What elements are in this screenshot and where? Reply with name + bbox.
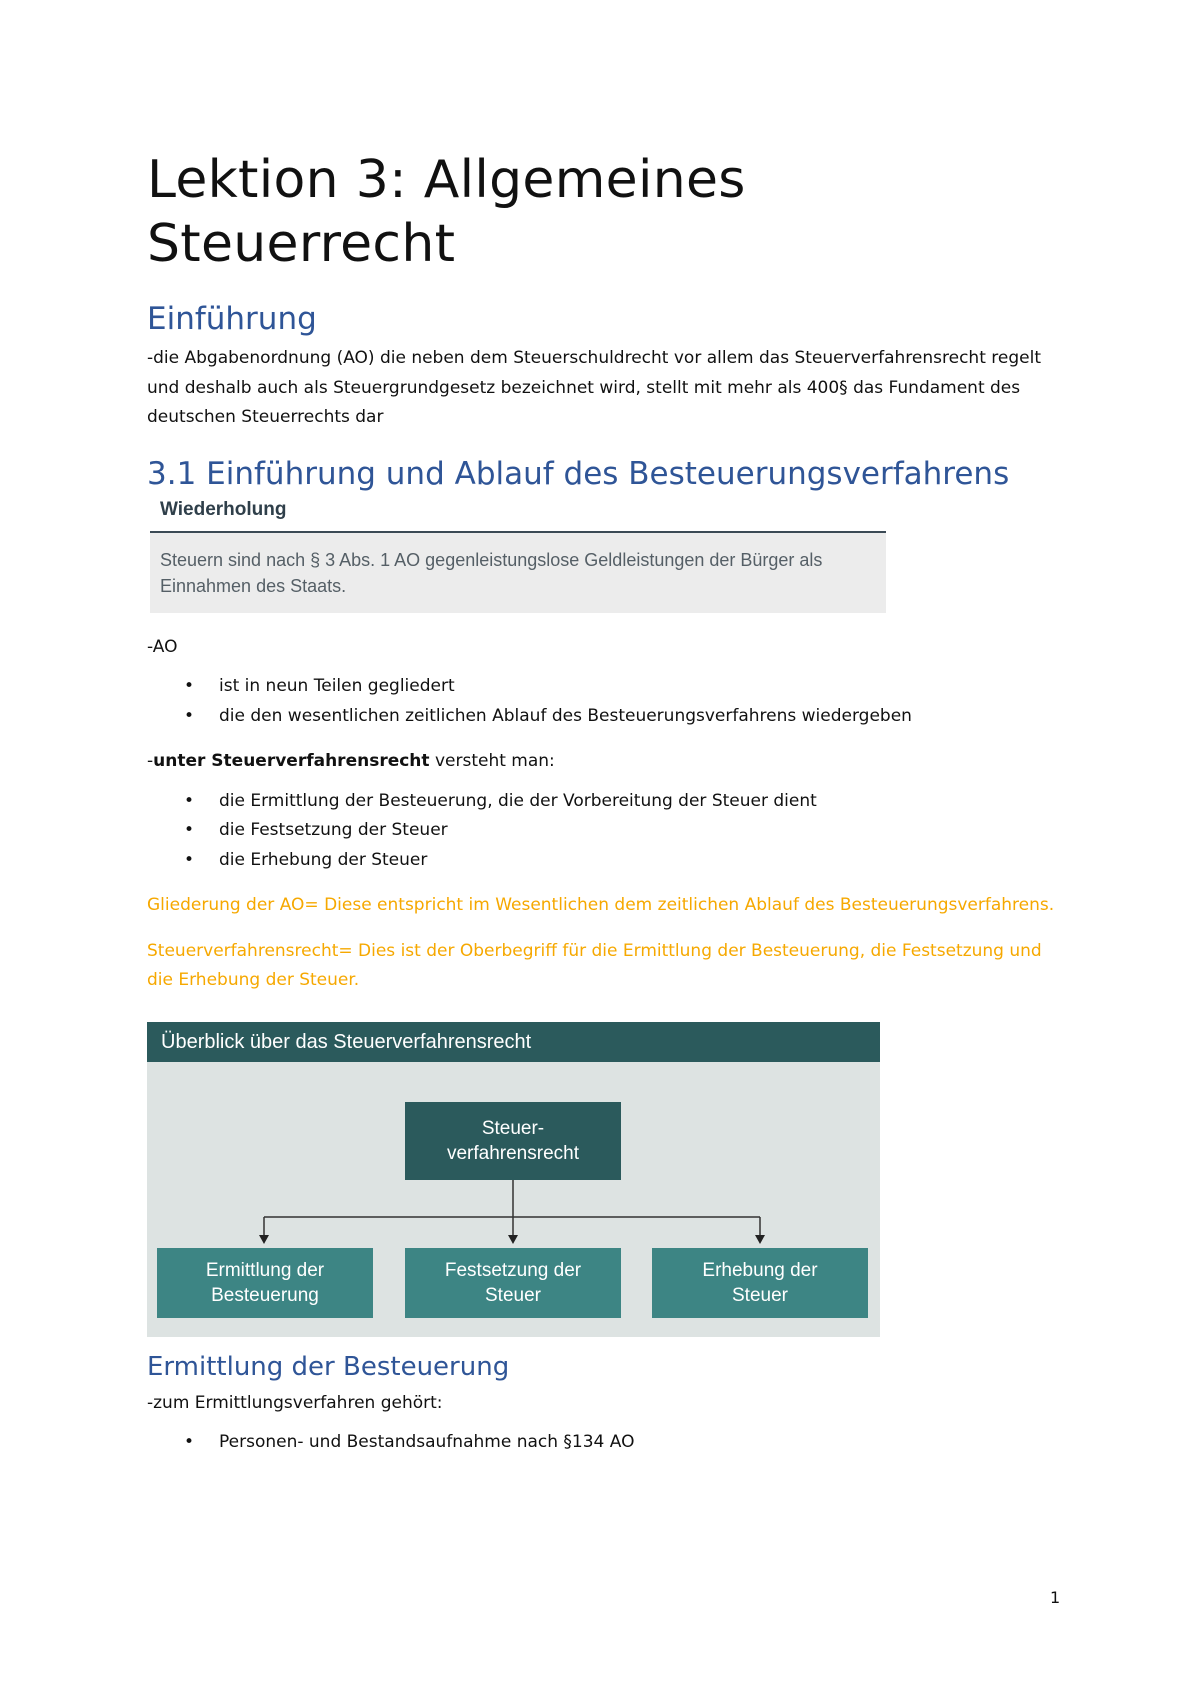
bullet-icon: • bbox=[184, 849, 195, 870]
list-item: • ist in neun Teilen gegliedert bbox=[147, 672, 1067, 702]
heading-ermittlung: Ermittlung der Besteuerung bbox=[147, 1351, 510, 1382]
diagram-box-ermittlung: Ermittlung der Besteuerung bbox=[157, 1248, 373, 1318]
verfahren-intro-bold: unter Steuerverfahrensrecht bbox=[153, 751, 430, 771]
wiederholung-box bbox=[150, 499, 886, 613]
list-item: • die Erhebung der Steuer bbox=[147, 846, 1067, 876]
heading-einfuehrung: Einführung bbox=[147, 301, 317, 337]
ao-list bbox=[147, 672, 1067, 731]
page-number: 1 bbox=[1050, 1588, 1061, 1607]
document-title: Lektion 3: Allgemeines Steuerrecht bbox=[147, 150, 746, 274]
arrow-right-icon bbox=[755, 1235, 765, 1244]
list-item: • die Ermittlung der Besteuerung, die der Vorbereitung der Steuer dient bbox=[147, 787, 1067, 817]
list-item: • die Festsetzung der Steuer bbox=[147, 816, 1067, 846]
diagram-box-erhebung: Erhebung der Steuer bbox=[652, 1248, 868, 1318]
bullet-icon: • bbox=[184, 676, 195, 696]
verfahren-intro: -unter Steuerverfahrensrecht versteht man: bbox=[147, 751, 555, 771]
wiederholung-text: Steuern sind nach § 3 Abs. 1 AO gegenleistungslose Geldleistungen der Bürger als Einnahmen des Staats. bbox=[150, 533, 886, 613]
note-gliederung: Gliederung der AO= Diese entspricht im Wesentlichen dem zeitlichen Ablauf des Besteuerungsverfahrens. bbox=[147, 895, 1055, 915]
ermittlung-list bbox=[147, 1428, 1067, 1458]
wiederholung-title: Wiederholung bbox=[150, 499, 886, 533]
list-item: • die den wesentlichen zeitlichen Ablauf des Besteuerungsverfahrens wiedergeben bbox=[147, 702, 1067, 732]
intro-paragraph: -die Abgabenordnung (AO) die neben dem Steuerschuldrecht vor allem das Steuerverfahrensrecht regelt und deshalb auch als Steuergrundgesetz bezeichnet wird, stellt mit mehr als 400§ das Fundament des deutschen Steuerrechts dar bbox=[147, 348, 1041, 427]
arrow-center-icon bbox=[508, 1235, 518, 1244]
diagram-box-festsetzung: Festsetzung der Steuer bbox=[405, 1248, 621, 1318]
overview-diagram bbox=[147, 1022, 880, 1337]
arrow-left-icon bbox=[259, 1235, 269, 1244]
verfahren-list bbox=[147, 787, 1067, 876]
diagram-header: Überblick über das Steuerverfahrensrecht bbox=[147, 1022, 880, 1062]
list-item: • Personen- und Bestandsaufnahme nach §134 AO bbox=[147, 1428, 1067, 1458]
bullet-icon: • bbox=[184, 705, 195, 726]
ermittlung-intro: -zum Ermittlungsverfahren gehört: bbox=[147, 1392, 443, 1413]
bullet-icon: • bbox=[184, 790, 195, 811]
document-page bbox=[147, 148, 1067, 1458]
note-steuerverfahrensrecht: Steuerverfahrensrecht= Dies ist der Oberbegriff für die Ermittlung der Besteuerung, die Festsetzung und die Erhebung der Steuer. bbox=[147, 940, 1042, 990]
bullet-icon: • bbox=[184, 820, 195, 840]
ao-label: -AO bbox=[147, 636, 178, 657]
heading-section-3-1: 3.1 Einführung und Ablauf des Besteuerungsverfahrens bbox=[147, 455, 1010, 492]
diagram-box-steuerverfahrensrecht: Steuer- verfahrensrecht bbox=[405, 1102, 621, 1180]
bullet-icon: • bbox=[184, 1432, 195, 1452]
